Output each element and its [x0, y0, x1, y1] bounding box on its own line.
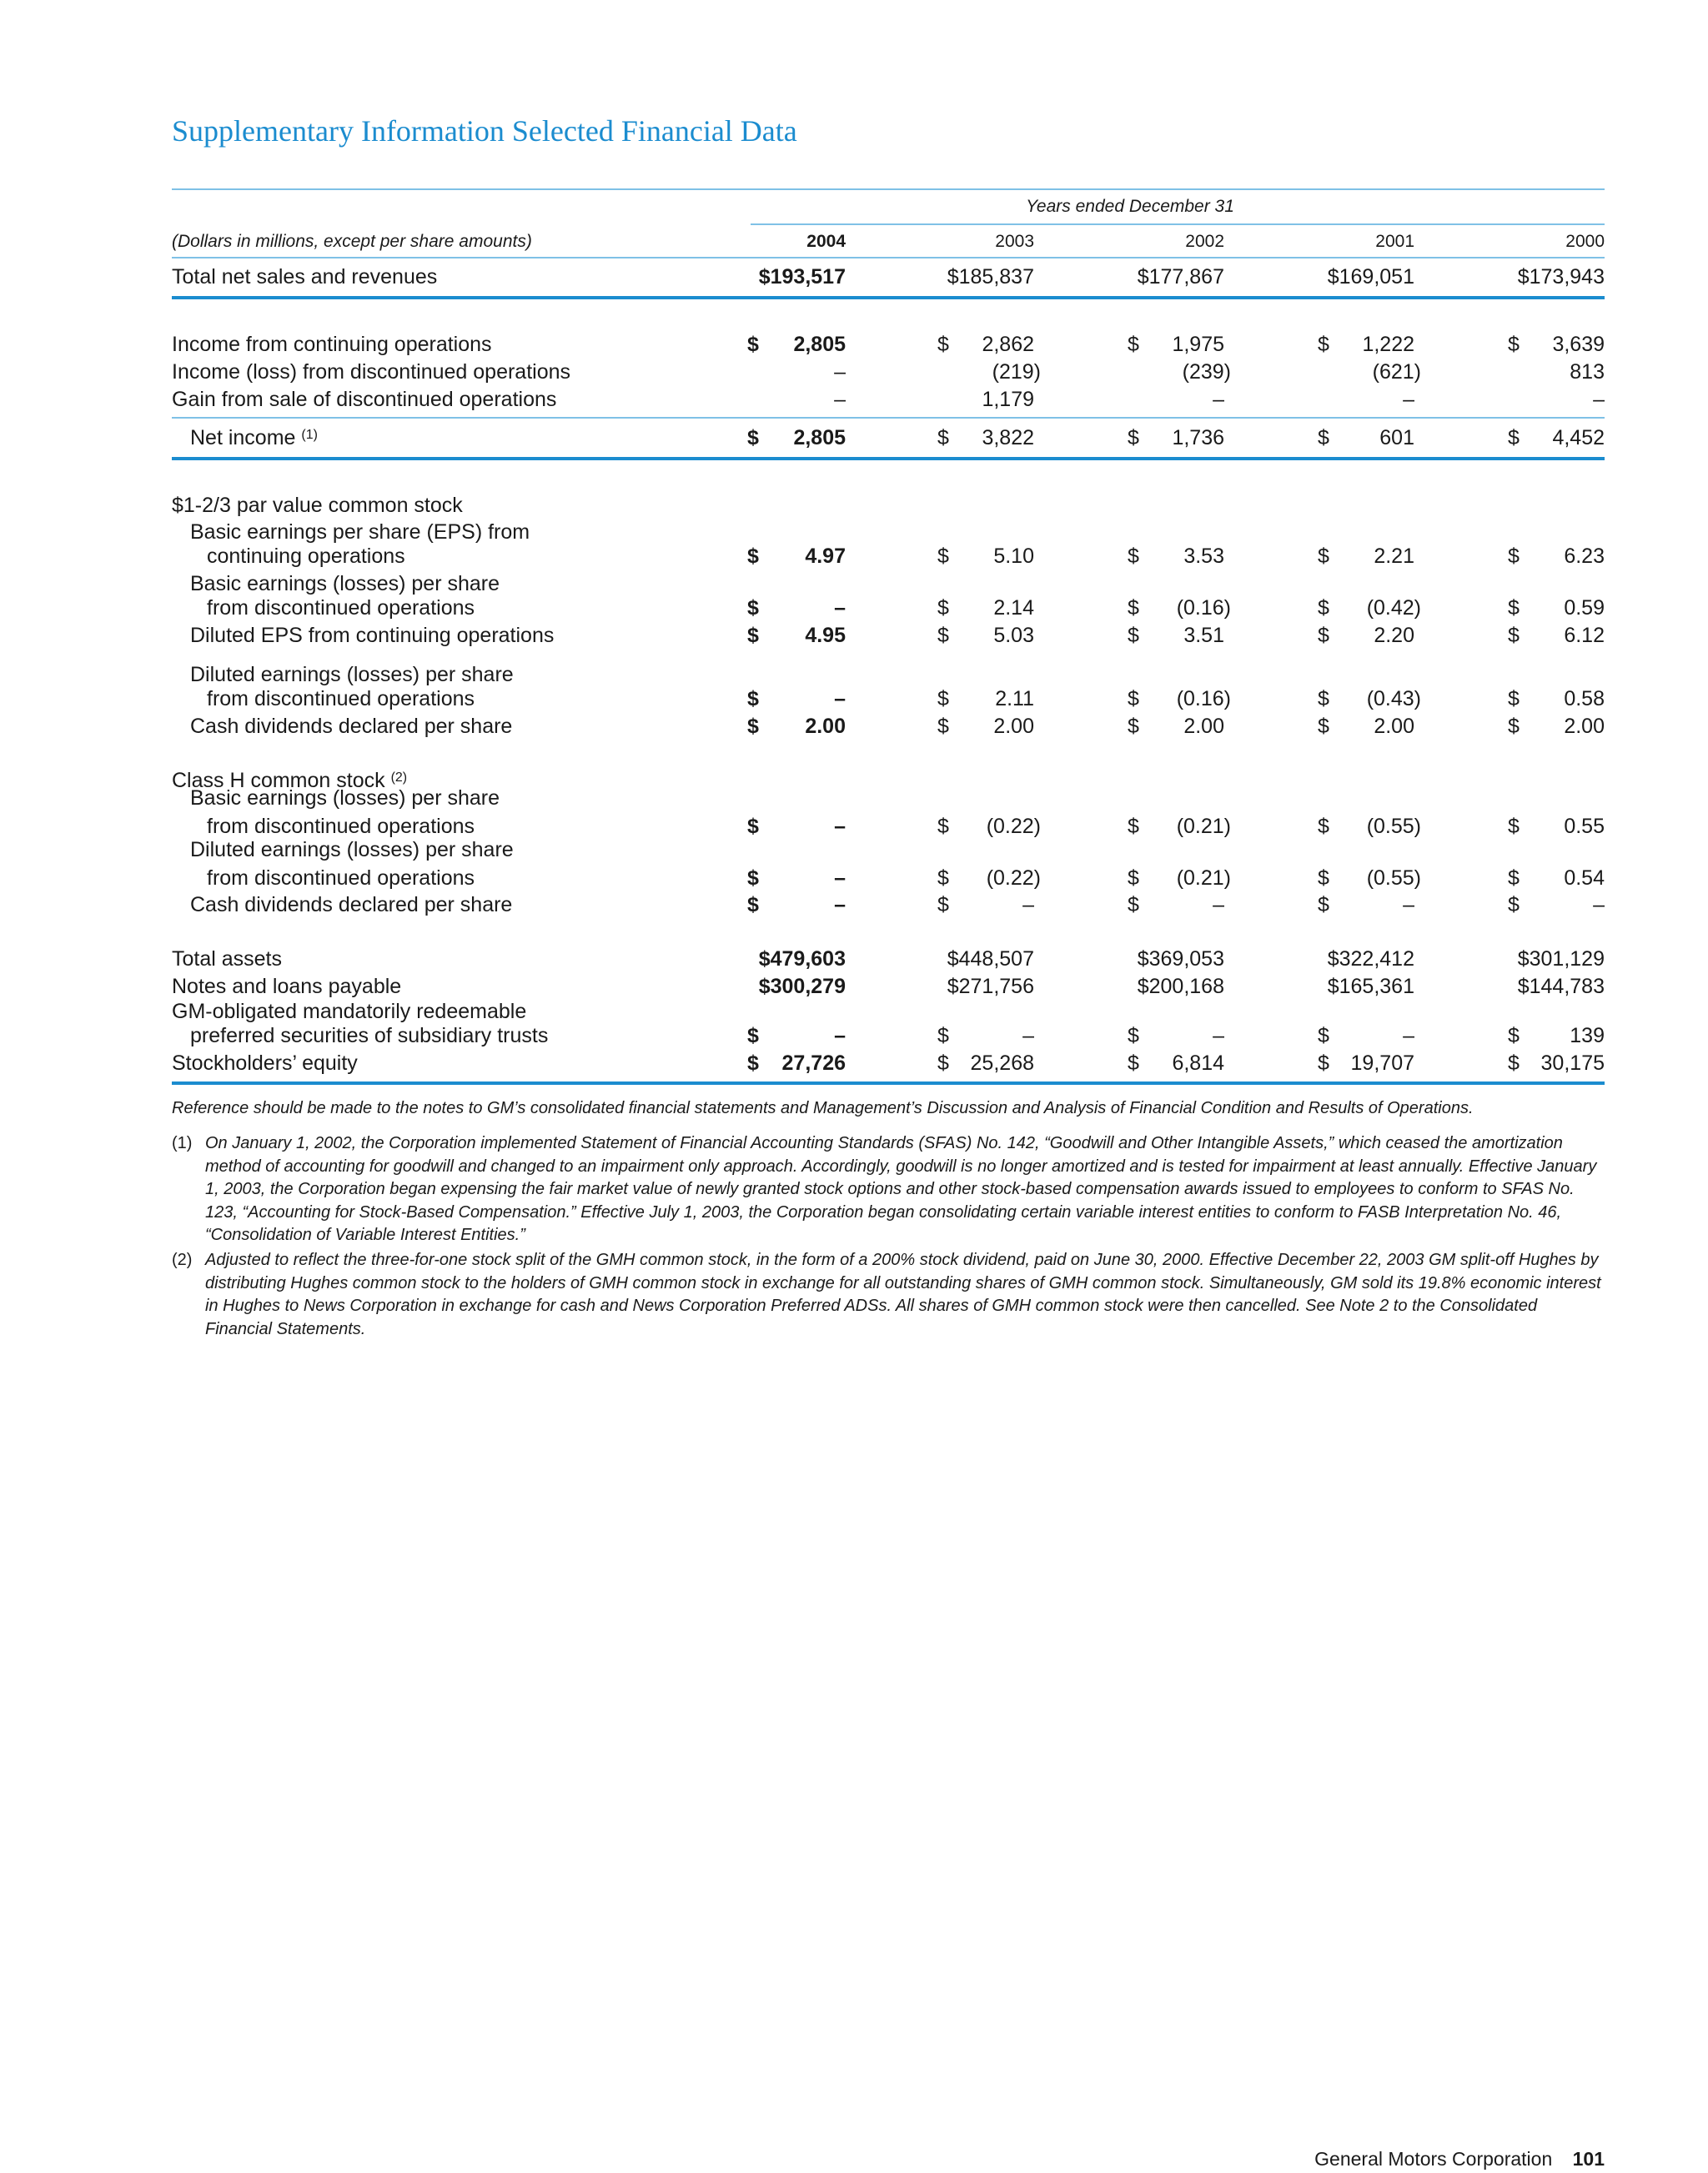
page-title: Supplementary Information Selected Financial Data — [172, 114, 797, 148]
dollar-sign: $ — [1508, 715, 1520, 738]
cell-2004: 2,805 — [793, 333, 846, 356]
cell-2003: – — [1022, 893, 1034, 916]
row-label-net-income — [190, 426, 318, 450]
table-row — [0, 545, 1708, 572]
dollar-sign: $ — [1318, 426, 1329, 449]
cell-2002: 1,736 — [1172, 426, 1224, 449]
row-label-text: continuing operations — [207, 545, 405, 568]
cell-2000: – — [1593, 388, 1605, 411]
dollar-sign: $ — [747, 596, 759, 620]
row-label-preferred-securities-of-subsidiary-trusts — [190, 1024, 548, 1048]
year-2001-header: 2001 — [1375, 232, 1414, 251]
cell-2004: 4.95 — [805, 624, 846, 647]
cell-2002: (0.21) — [1176, 866, 1231, 890]
cell-2001: – — [1403, 388, 1414, 411]
cell-2003: – — [1022, 1024, 1034, 1047]
row-label-text: from discontinued operations — [207, 687, 475, 710]
cell-2004: $479,603 — [758, 947, 846, 971]
cell-2001: $322,412 — [1327, 947, 1414, 971]
table-row — [0, 947, 1708, 975]
cell-2002: (239) — [1182, 360, 1231, 384]
cell-2001: 19,707 — [1350, 1051, 1414, 1075]
dollar-sign: $ — [1508, 1051, 1520, 1075]
years-header-rule — [751, 223, 1605, 225]
row-label-diluted-earnings-losses-per-share — [190, 838, 514, 862]
dollar-sign: $ — [937, 866, 949, 890]
row-label-gain-from-sale-of-discontinued-operations — [172, 388, 556, 412]
cell-2004: – — [834, 815, 846, 838]
cell-2000: 0.54 — [1564, 866, 1605, 890]
row-label-total-net-sales-and-revenues — [172, 265, 437, 289]
table-row — [0, 596, 1708, 624]
dollar-sign: $ — [1318, 596, 1329, 620]
row-label-continuing-operations — [207, 545, 405, 569]
year-2003-header: 2003 — [995, 232, 1034, 251]
cell-2002: – — [1213, 893, 1224, 916]
cell-2001: 601 — [1379, 426, 1414, 449]
dollar-sign: $ — [1508, 426, 1520, 449]
dollar-sign: $ — [1318, 893, 1329, 916]
cell-2003: 2.00 — [993, 715, 1034, 738]
row-label-text: Income from continuing operations — [172, 333, 492, 356]
year-2002-header: 2002 — [1185, 232, 1224, 251]
row-label-text: from discontinued operations — [207, 596, 475, 620]
cell-2003: 2,862 — [982, 333, 1034, 356]
dollar-sign: $ — [1318, 545, 1329, 568]
row-label-text: Cash dividends declared per share — [190, 715, 513, 738]
footnote-1 — [172, 1132, 1605, 1247]
dollar-sign: $ — [747, 426, 759, 449]
cell-2000: 6.23 — [1564, 545, 1605, 568]
cell-2003: $448,507 — [947, 947, 1034, 971]
dollar-sign: $ — [747, 1051, 759, 1075]
cell-2003: $185,837 — [947, 265, 1034, 289]
dollar-sign: $ — [937, 624, 949, 647]
row-label-notes-and-loans-payable — [172, 975, 401, 999]
cell-2004: 2,805 — [793, 426, 846, 449]
row-label-text: Basic earnings (losses) per share — [190, 572, 500, 595]
dollar-sign: $ — [1318, 815, 1329, 838]
dollar-sign: $ — [1508, 893, 1520, 916]
dollar-sign: $ — [937, 893, 949, 916]
row-label-text: $1-2/3 par value common stock — [172, 494, 463, 517]
cell-2002: – — [1213, 388, 1224, 411]
cell-2004: $300,279 — [758, 975, 846, 998]
cell-2003: (0.22) — [986, 815, 1041, 838]
table-caption: (Dollars in millions, except per share amounts) — [172, 232, 532, 251]
cell-2004: – — [834, 596, 846, 620]
row-label-diluted-eps-from-continuing-operations — [190, 624, 554, 648]
dollar-sign: $ — [1128, 624, 1139, 647]
cell-2003: 5.03 — [993, 624, 1034, 647]
table-row — [0, 624, 1708, 651]
footnote-1-number: (1) — [172, 1134, 193, 1152]
cell-2001: (0.55) — [1366, 815, 1421, 838]
cell-2002: – — [1213, 1024, 1224, 1047]
row-label-basic-earnings-losses-per-share — [190, 572, 500, 596]
cell-2004: – — [834, 893, 846, 916]
dollar-sign: $ — [1508, 866, 1520, 890]
row-label-basic-earnings-losses-per-share — [190, 786, 500, 810]
footnote-ref: (2) — [390, 770, 408, 785]
footnote-2-number: (2) — [172, 1251, 193, 1269]
dollar-sign: $ — [1128, 426, 1139, 449]
cell-2003: (0.22) — [986, 866, 1041, 890]
cell-2002: 2.00 — [1183, 715, 1224, 738]
cell-2000: $301,129 — [1517, 947, 1605, 971]
cell-2003: 2.14 — [993, 596, 1034, 620]
row-label-text: Total assets — [172, 947, 283, 971]
dollar-sign: $ — [937, 426, 949, 449]
table-rule — [172, 296, 1605, 299]
table-row — [0, 1051, 1708, 1079]
cell-2003: 25,268 — [970, 1051, 1034, 1075]
cell-2000: 3,639 — [1552, 333, 1605, 356]
footer-company: General Motors Corporation — [1314, 2148, 1553, 2170]
cell-2000: $173,943 — [1517, 265, 1605, 289]
row-label-text: from discontinued operations — [207, 815, 475, 838]
table-rule — [172, 457, 1605, 460]
cell-2003: 1,179 — [982, 388, 1034, 411]
dollar-sign: $ — [1318, 1024, 1329, 1047]
cell-2001: 1,222 — [1362, 333, 1414, 356]
table-row — [0, 866, 1708, 894]
dollar-sign: $ — [747, 866, 759, 890]
dollar-sign: $ — [1318, 715, 1329, 738]
cell-2000: 0.55 — [1564, 815, 1605, 838]
cell-2001: 2.21 — [1374, 545, 1414, 568]
cell-2004: – — [834, 866, 846, 890]
table-row — [0, 426, 1708, 454]
row-label-1-2-3-par-value-common-stock — [172, 494, 463, 518]
header-rule — [172, 257, 1605, 258]
cell-2001: 2.20 — [1374, 624, 1414, 647]
cell-2004: $193,517 — [758, 265, 846, 289]
cell-2000: 813 — [1570, 360, 1605, 384]
row-label-total-assets — [172, 947, 282, 971]
dollar-sign: $ — [747, 687, 759, 710]
page-footer — [1314, 2148, 1605, 2170]
dollar-sign: $ — [1508, 333, 1520, 356]
page-number: 101 — [1572, 2148, 1605, 2170]
row-label-income-from-continuing-operations — [172, 333, 492, 357]
dollar-sign: $ — [1128, 1024, 1139, 1047]
cell-2003: $271,756 — [947, 975, 1034, 998]
row-label-text: GM-obligated mandatorily redeemable — [172, 1000, 527, 1023]
cell-2000: 139 — [1570, 1024, 1605, 1047]
cell-2003: 3,822 — [982, 426, 1034, 449]
cell-2003: (219) — [992, 360, 1041, 384]
row-label-text: from discontinued operations — [207, 866, 475, 890]
cell-2002: 1,975 — [1172, 333, 1224, 356]
row-label-from-discontinued-operations — [207, 596, 475, 620]
dollar-sign: $ — [1318, 866, 1329, 890]
cell-2000: 6.12 — [1564, 624, 1605, 647]
dollar-sign: $ — [747, 1024, 759, 1047]
dollar-sign: $ — [1318, 1051, 1329, 1075]
cell-2004: 27,726 — [781, 1051, 846, 1075]
table-rule — [172, 417, 1605, 419]
cell-2003: 2.11 — [995, 687, 1034, 710]
table-row — [0, 333, 1708, 360]
row-label-text: Diluted EPS from continuing operations — [190, 624, 555, 647]
row-label-income-loss-from-discontinued-operations — [172, 360, 570, 384]
table-row — [0, 786, 1708, 814]
dollar-sign: $ — [1128, 1051, 1139, 1075]
footnote-2 — [172, 1249, 1605, 1341]
footnote-ref: (1) — [301, 428, 318, 442]
row-label-from-discontinued-operations — [207, 866, 475, 891]
dollar-sign: $ — [1128, 815, 1139, 838]
row-label-text: Basic earnings per share (EPS) from — [190, 520, 530, 544]
row-label-cash-dividends-declared-per-share — [190, 715, 512, 739]
year-2000-header: 2000 — [1565, 232, 1605, 251]
row-label-text: Net income — [190, 426, 296, 449]
dollar-sign: $ — [747, 815, 759, 838]
years-ended-header: Years ended December 31 — [1026, 197, 1234, 216]
dollar-sign: $ — [747, 624, 759, 647]
footnote-2-text: Adjusted to reflect the three-for-one stock split of the GMH common stock, in the form of a 200% stock dividend, paid on June 30, 2000. Effective December 22, 2003 GM split-off Hughes by distributing Hughes common stock to the holders of GMH common stock in exchange for all outstanding shares of GMH common stock. Simultaneously, GM sold its 19.8% economic interest in Hughes to News Corporation in exchange for cash and News Corporation Preferred ADSs. All shares of GMH common stock were then cancelled. See Note 2 to the Consolidated Financial Statements. — [205, 1251, 1601, 1338]
cell-2000: $144,783 — [1517, 975, 1605, 998]
dollar-sign: $ — [1318, 624, 1329, 647]
cell-2002: $369,053 — [1137, 947, 1224, 971]
row-label-cash-dividends-declared-per-share — [190, 893, 512, 917]
cell-2000: 2.00 — [1564, 715, 1605, 738]
row-label-text: Total net sales and revenues — [172, 265, 438, 289]
dollar-sign: $ — [937, 545, 949, 568]
dollar-sign: $ — [1128, 893, 1139, 916]
dollar-sign: $ — [937, 715, 949, 738]
cell-2001: – — [1403, 893, 1414, 916]
table-row — [0, 838, 1708, 866]
table-row — [0, 715, 1708, 742]
table-row — [0, 360, 1708, 388]
row-label-text: Income (loss) from discontinued operations — [172, 360, 571, 384]
row-label-diluted-earnings-losses-per-share — [190, 663, 514, 687]
table-row — [0, 265, 1708, 293]
reference-note: Reference should be made to the notes to GM’s consolidated financial statements and Management’s Discussion and Analysis of Financial Condition and Results of Operations. — [172, 1099, 1474, 1117]
cell-2001: – — [1403, 1024, 1414, 1047]
dollar-sign: $ — [1318, 687, 1329, 710]
cell-2000: 0.59 — [1564, 596, 1605, 620]
dollar-sign: $ — [747, 333, 759, 356]
table-row — [0, 1024, 1708, 1051]
dollar-sign: $ — [1128, 596, 1139, 620]
dollar-sign: $ — [1508, 624, 1520, 647]
cell-2002: $177,867 — [1137, 265, 1224, 289]
cell-2001: (0.43) — [1366, 687, 1421, 710]
dollar-sign: $ — [1508, 1024, 1520, 1047]
cell-2001: $165,361 — [1327, 975, 1414, 998]
dollar-sign: $ — [937, 596, 949, 620]
cell-2003: 5.10 — [993, 545, 1034, 568]
row-label-text: Stockholders’ equity — [172, 1051, 358, 1075]
table-top-rule — [172, 188, 1605, 190]
dollar-sign: $ — [1128, 687, 1139, 710]
cell-2004: – — [834, 388, 846, 411]
dollar-sign: $ — [937, 1051, 949, 1075]
cell-2004: – — [834, 360, 846, 384]
table-row — [0, 388, 1708, 415]
dollar-sign: $ — [1508, 596, 1520, 620]
year-2004-header: 2004 — [806, 232, 846, 251]
cell-2001: (621) — [1372, 360, 1421, 384]
cell-2001: 2.00 — [1374, 715, 1414, 738]
dollar-sign: $ — [747, 715, 759, 738]
cell-2001: (0.55) — [1366, 866, 1421, 890]
dollar-sign: $ — [1508, 545, 1520, 568]
dollar-sign: $ — [747, 893, 759, 916]
row-label-text: Basic earnings (losses) per share — [190, 786, 500, 810]
row-label-gm-obligated-mandatorily-redeemable — [172, 1000, 526, 1024]
cell-2001: (0.42) — [1366, 596, 1421, 620]
cell-2001: $169,051 — [1327, 265, 1414, 289]
dollar-sign: $ — [1508, 815, 1520, 838]
cell-2000: 30,175 — [1540, 1051, 1605, 1075]
cell-2004: – — [834, 687, 846, 710]
row-label-text: Gain from sale of discontinued operations — [172, 388, 557, 411]
dollar-sign: $ — [937, 1024, 949, 1047]
dollar-sign: $ — [1508, 687, 1520, 710]
cell-2002: 3.51 — [1183, 624, 1224, 647]
dollar-sign: $ — [1128, 715, 1139, 738]
row-label-from-discontinued-operations — [207, 815, 475, 839]
cell-2000: – — [1593, 893, 1605, 916]
row-label-text: Diluted earnings (losses) per share — [190, 663, 514, 686]
dollar-sign: $ — [937, 333, 949, 356]
dollar-sign: $ — [1128, 333, 1139, 356]
dollar-sign: $ — [937, 687, 949, 710]
cell-2004: 4.97 — [805, 545, 846, 568]
row-label-text: Diluted earnings (losses) per share — [190, 838, 514, 861]
row-label-stockholders-equity — [172, 1051, 358, 1076]
dollar-sign: $ — [1318, 333, 1329, 356]
cell-2004: – — [834, 1024, 846, 1047]
table-row — [0, 494, 1708, 521]
row-label-text: preferred securities of subsidiary trusts — [190, 1024, 549, 1047]
cell-2002: 3.53 — [1183, 545, 1224, 568]
table-row — [0, 975, 1708, 1002]
dollar-sign: $ — [1128, 545, 1139, 568]
table-rule — [172, 1081, 1605, 1085]
cell-2002: $200,168 — [1137, 975, 1224, 998]
table-row — [0, 687, 1708, 715]
cell-2004: 2.00 — [805, 715, 846, 738]
row-label-text: Cash dividends declared per share — [190, 893, 513, 916]
dollar-sign: $ — [747, 545, 759, 568]
cell-2002: (0.16) — [1176, 596, 1231, 620]
cell-2000: 4,452 — [1552, 426, 1605, 449]
footnote-1-text: On January 1, 2002, the Corporation implemented Statement of Financial Accounting Standards (SFAS) No. 142, “Goodwill and Other Intangible Assets,” which ceased the amortization method of accounting for goodwill and changed to an impairment only approach. Accordingly, goodwill is no longer amortized and is tested for impairment at least annually. Effective January 1, 2003, the Corporation began expensing the fair market value of newly granted stock options and other stock-based compensation awards issued to employees to conform to SFAS No. 123, “Accounting for Stock-Based Compensation.” Effective July 1, 2003, the Corporation began consolidating certain variable interest entities to conform to FASB Interpretation No. 46, “Consolidation of Variable Interest Entities.” — [205, 1134, 1597, 1244]
row-label-text: Class H common stock — [172, 769, 385, 792]
cell-2002: (0.16) — [1176, 687, 1231, 710]
row-label-from-discontinued-operations — [207, 687, 475, 711]
cell-2002: 6,814 — [1172, 1051, 1224, 1075]
row-label-basic-earnings-per-share-eps-from — [190, 520, 530, 545]
row-label-text: Notes and loans payable — [172, 975, 402, 998]
dollar-sign: $ — [937, 815, 949, 838]
cell-2002: (0.21) — [1176, 815, 1231, 838]
cell-2000: 0.58 — [1564, 687, 1605, 710]
table-row — [0, 893, 1708, 921]
dollar-sign: $ — [1128, 866, 1139, 890]
